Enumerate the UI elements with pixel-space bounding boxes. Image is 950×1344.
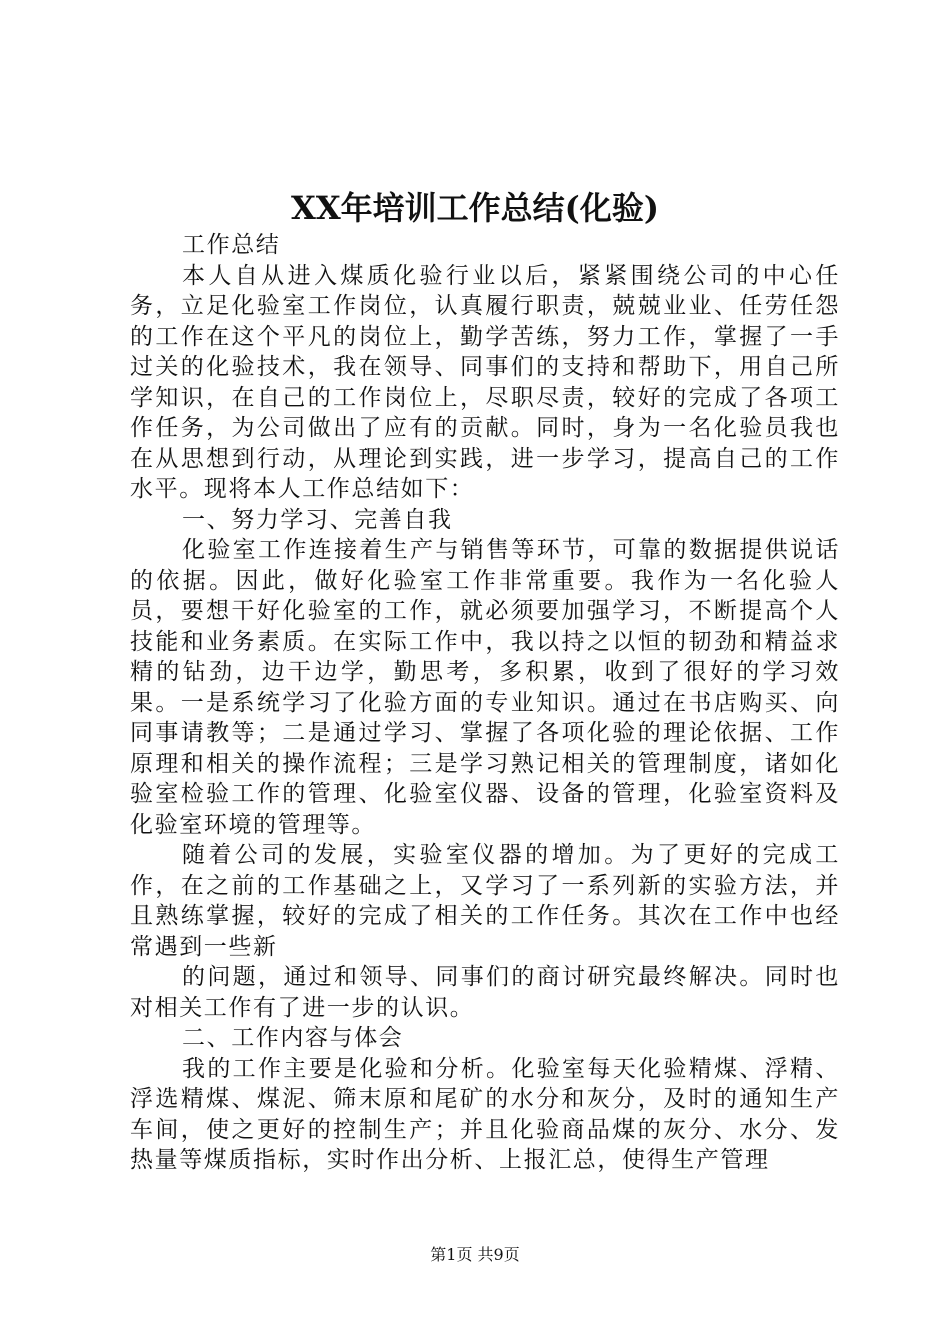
section-label-paragraph: 工作总结 — [182, 232, 281, 258]
document-title: XX年培训工作总结(化验) — [291, 189, 659, 227]
document-body — [130, 230, 840, 1176]
body-paragraph: 我的工作主要是化验和分析。化验室每天化验精煤、浮精、浮选精煤、煤泥、筛末原和尾矿的水分和灰分，及时的通知生产车间，使之更好的控制生产；并且化验商品煤的灰分、水分、发热量等煤质指标，实时作出分析、上报汇总，使得生产管理 — [130, 1055, 840, 1173]
page-number-footer: 第1页 共9页 — [430, 1245, 520, 1264]
section-heading: 一、努力学习、完善自我 — [182, 506, 453, 533]
body-paragraph: 本人自从进入煤质化验行业以后，紧紧围绕公司的中心任务，立足化验室工作岗位，认真履行职责，兢兢业业、任劳任怨的工作在这个平凡的岗位上，勤学苦练，努力工作，掌握了一手过关的化验技术，我在领导、同事们的支持和帮助下，用自己所学知识，在自己的工作岗位上，尽职尽责，较好的完成了各项工作任务，为公司做出了应有的贡献。同时，身为一名化验员我也在从思想到行动，从理论到实践，进一步学习，提高自己的工作水平。现将本人工作总结如下： — [130, 262, 840, 502]
body-paragraph: 化验室工作连接着生产与销售等环节，可靠的数据提供说话的依据。因此，做好化验室工作非常重要。我作为一名化验人员，要想干好化验室的工作，就必须要加强学习，不断提高个人技能和业务素质。在实际工作中，我以持之以恒的韧劲和精益求精的钻劲，边干边学，勤思考，多积累，收到了很好的学习效果。一是系统学习了化验方面的专业知识。通过在书店购买、向同事请教等；二是通过学习、掌握了各项化验的理论依据、工作原理和相关的操作流程；三是学习熟记相关的管理制度，诸如化验室检验工作的管理、化验室仪器、设备的管理，化验室资料及化验室环境的管理等。 — [130, 537, 840, 838]
section-heading: 二、工作内容与体会 — [182, 1025, 404, 1051]
body-paragraph: 随着公司的发展，实验室仪器的增加。为了更好的完成工作，在之前的工作基础之上，又学习了一系列新的实验方法，并且熟练掌握，较好的完成了相关的工作任务。其次在工作中也经常遇到一些新 — [130, 842, 840, 960]
body-paragraph: 的问题，通过和领导、同事们的商讨研究最终解决。同时也对相关工作有了进一步的认识。 — [130, 964, 840, 1021]
